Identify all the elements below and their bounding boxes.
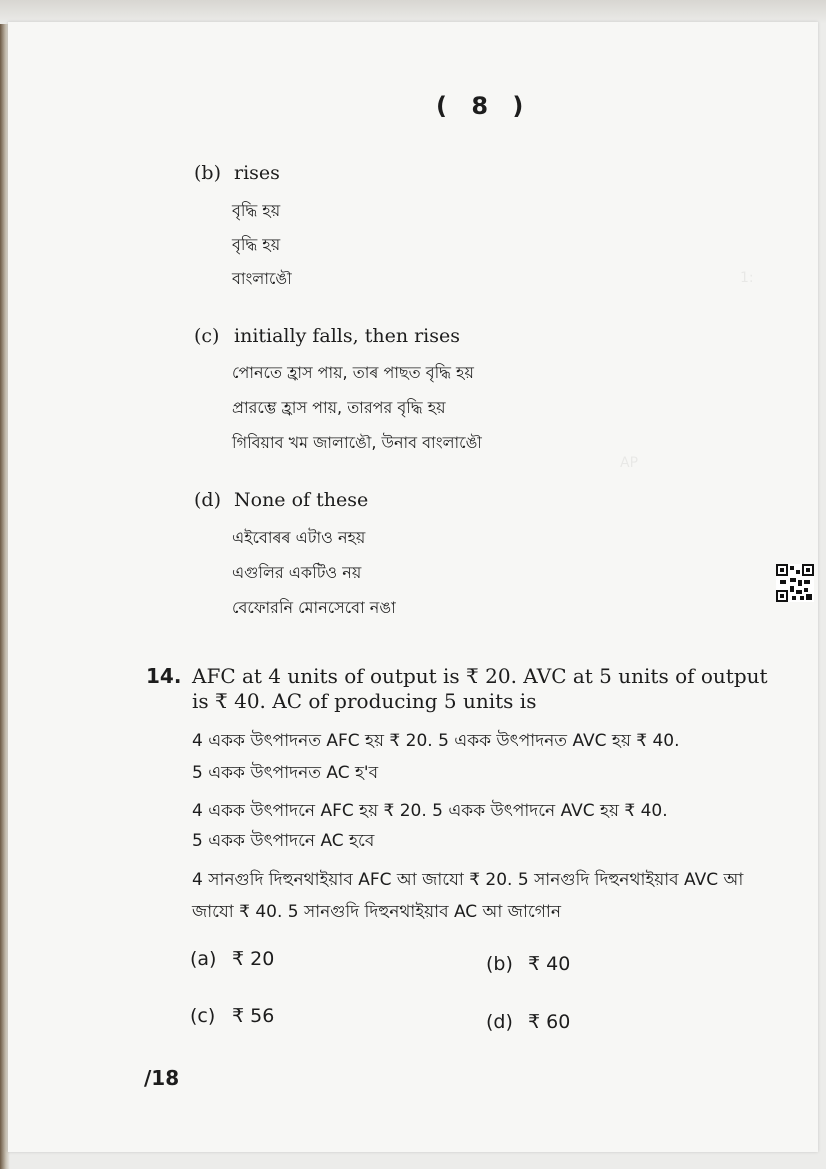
answer-c-tag: (c) — [190, 1005, 216, 1027]
option-b-assamese: বৃদ্ধি হয় — [232, 201, 281, 220]
answer-option-a — [190, 948, 274, 970]
answer-option-b — [486, 953, 570, 975]
question-bengali-line-2: 5 একক উৎপাদনে AC হবে — [192, 831, 375, 851]
option-b-tag: (b) — [194, 162, 221, 184]
page-number: ( 8 ) — [436, 92, 532, 120]
answer-c-value: ₹ 56 — [232, 1005, 275, 1027]
question-bodo-line-2: জাযো ₹ 40. 5 সানগুদি দিহুনথাইয়াব AC আ জাগোন — [192, 902, 561, 922]
page-shadow-top — [0, 0, 826, 24]
question-assamese-line-2: 5 একক উৎপাদনত AC হ'ব — [192, 763, 379, 783]
question-number: 14. — [146, 664, 182, 688]
bleed-through: 1: — [740, 270, 754, 286]
option-d-english: None of these — [234, 489, 369, 511]
question-assamese-line-1: 4 একক উৎপাদনত AFC হয় ₹ 20. 5 একক উৎপাদনত AVC হয় ₹ 40. — [192, 731, 680, 751]
option-c-bodo: গিবিয়াব খম জালাঙৌ, উনাব বাংলাঙৌ — [232, 433, 482, 452]
option-d — [194, 489, 368, 511]
answer-a-value: ₹ 20 — [232, 948, 275, 970]
option-b-bengali: বৃদ্ধি হয় — [232, 235, 281, 254]
question-bodo-line-1: 4 সানগুদি দিহুনথাইয়াব AFC আ জাযো ₹ 20. 5 সানগুদি দিহুনথাইয়াব AVC আ — [192, 870, 744, 890]
option-c-assamese: পোনতে হ্রাস পায়, তাৰ পাছত বৃদ্ধি হয় — [232, 363, 474, 382]
paper-code: /18 — [144, 1066, 180, 1090]
option-c-bengali: প্রারম্ভে হ্রাস পায়, তারপর বৃদ্ধি হয় — [232, 398, 446, 417]
answer-d-value: ₹ 60 — [528, 1011, 571, 1033]
answer-option-d — [486, 1011, 570, 1033]
option-c — [194, 325, 460, 347]
option-c-tag: (c) — [194, 325, 220, 347]
answer-a-tag: (a) — [190, 948, 217, 970]
bleed-through: AP — [620, 455, 639, 471]
qr-code-icon — [776, 564, 814, 602]
question-english-line-1: AFC at 4 units of output is ₹ 20. AVC at 5 units of output — [192, 664, 768, 688]
answer-b-tag: (b) — [486, 953, 513, 975]
option-d-tag: (d) — [194, 489, 221, 511]
document-page — [8, 22, 818, 1152]
option-b-bodo: বাংলাঙৌ — [232, 269, 292, 288]
option-c-english: initially falls, then rises — [234, 325, 460, 347]
answer-option-c — [190, 1005, 274, 1027]
option-b — [194, 162, 280, 184]
answer-b-value: ₹ 40 — [528, 953, 571, 975]
option-d-bodo: বেফোরনি মোনসেবো নঙা — [232, 598, 396, 617]
option-b-english: rises — [234, 162, 280, 184]
option-d-bengali: এগুলির একটিও নয় — [232, 563, 362, 582]
question-english-line-2: is ₹ 40. AC of producing 5 units is — [192, 689, 537, 713]
question-bengali-line-1: 4 একক উৎপাদনে AFC হয় ₹ 20. 5 একক উৎপাদনে AVC হয় ₹ 40. — [192, 801, 668, 821]
answer-d-tag: (d) — [486, 1011, 513, 1033]
option-d-assamese: এইবোৰৰ এটাও নহয় — [232, 528, 366, 547]
